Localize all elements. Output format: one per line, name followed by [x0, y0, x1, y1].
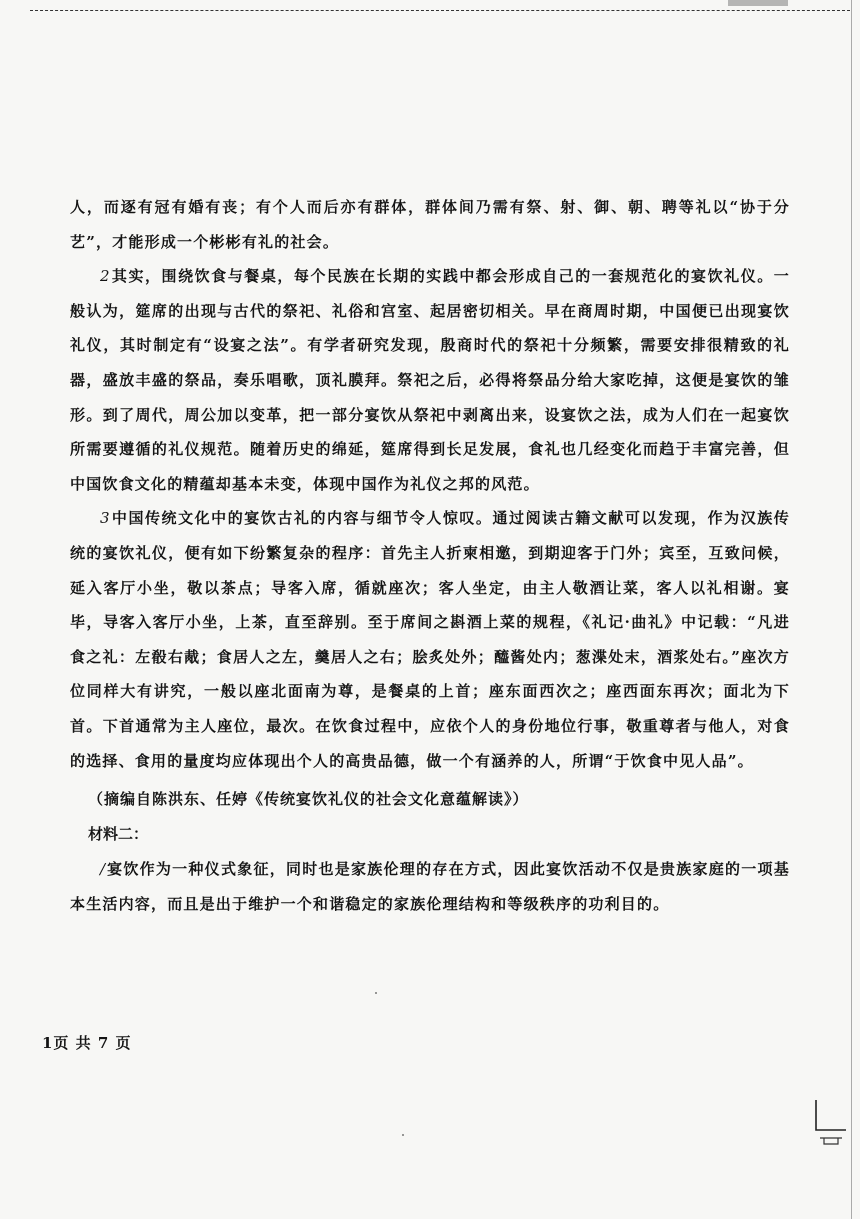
scan-smudge	[728, 0, 788, 6]
page-edge	[851, 0, 852, 1219]
paragraph-3	[70, 501, 790, 778]
scan-speck	[375, 992, 377, 994]
document-body	[70, 190, 790, 921]
material-paragraph	[70, 852, 790, 921]
handwritten-mark-3: 3	[100, 509, 110, 528]
material-paragraph-text: 宴饮作为一种仪式象征，同时也是家族伦理的存在方式，因此宴饮活动不仅是贵族家庭的一项基本生活内容，而且是出于维护一个和谐稳定的家族伦理结构和等级秩序的功利目的。	[70, 860, 790, 913]
corner-crop-mark	[812, 1100, 848, 1146]
paragraph-3-text: 中国传统文化中的宴饮古礼的内容与细节令人惊叹。通过阅读古籍文献可以发现，作为汉族传统的宴饮礼仪，便有如下纷繁复杂的程序：首先主人折柬相邀，到期迎客于门外；宾至，互致问候，延入客厅小坐，敬以茶点；导客入席，循就座次；客人坐定，由主人敬酒让菜，客人以礼相谢。宴毕，导客入客厅小坐，上茶，直至辞别。至于席间之斟酒上菜的规程，《礼记·曲礼》中记载：“凡进食之礼：左殽右胾；食居人之左，羹居人之右；脍炙处外；醯酱处内；葱渫处末，酒浆处右。”座次方位同样大有讲究，一般以座北面南为尊，是餐桌的上首；座东面西次之；座西面东再次；面北为下首。下首通常为主人座位，最次。在饮食过程中，应依个人的身份地位行事，敬重尊者与他人，对食的选择、食用的量度均应体现出个人的高贵品德，做一个有涵养的人，所谓“于饮食中见人品”。	[70, 509, 790, 770]
material-label: 材料二：	[88, 825, 149, 844]
paragraph-continuation: 人，而逐有冠有婚有丧；有个人而后亦有群体，群体间乃需有祭、射、御、朝、聘等礼以“协于分艺”，才能形成一个彬彬有礼的社会。	[70, 198, 790, 251]
paragraph-2-text: 其实，围绕饮食与餐桌，每个民族在长期的实践中都会形成自己的一套规范化的宴饮礼仪。一般认为，筵席的出现与古代的祭祀、礼俗和宫室、起居密切相关。早在商周时期，中国便已出现宴饮礼仪，其时制定有“设宴之法”。有学者研究发现，殷商时代的祭祀十分频繁，需要安排很精致的礼器，盛放丰盛的祭品，奏乐唱歌，顶礼膜拜。祭祀之后，必得将祭品分给大家吃掉，这便是宴饮的雏形。到了周代，周公加以变革，把一部分宴饮从祭祀中剥离出来，设宴饮之法，成为人们在一起宴饮所需要遵循的礼仪规范。随着历史的绵延，筵席得到长足发展，食礼也几经变化而趋于丰富完善，但中国饮食文化的精蕴却基本未变，体现中国作为礼仪之邦的风范。	[70, 267, 790, 493]
handwritten-mark-2: 2	[100, 267, 110, 286]
source-citation: （摘编自陈洪东、任婷《传统宴饮礼仪的社会文化意蕴解读》）	[88, 790, 529, 809]
top-border-line	[30, 10, 850, 11]
paragraph-2	[70, 259, 790, 501]
handwritten-mark-1: /	[100, 860, 106, 879]
scan-speck	[402, 1134, 404, 1136]
page-footer: 1页 共 7 页	[42, 1034, 132, 1052]
